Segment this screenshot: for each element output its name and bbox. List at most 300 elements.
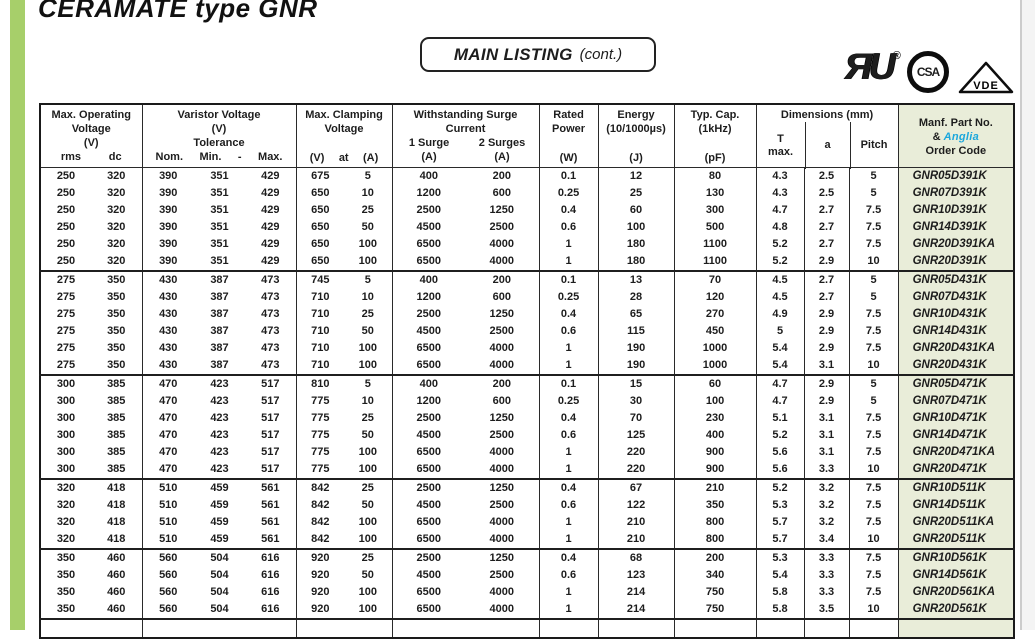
cell-a: 3.1 bbox=[804, 444, 849, 461]
cell-tmax: 4.5 bbox=[756, 289, 804, 306]
cell-cap: 60 bbox=[674, 375, 756, 393]
cell-pitch: 7.5 bbox=[849, 323, 898, 340]
cell-min: 387 bbox=[194, 271, 245, 289]
cell-cap: 750 bbox=[674, 584, 756, 601]
cell-tmax: 5.4 bbox=[756, 567, 804, 584]
cell-rms: 300 bbox=[40, 375, 91, 393]
cell-surge1: 400 bbox=[392, 168, 465, 186]
cell-max: 429 bbox=[261, 170, 280, 182]
cell-dc: 460 bbox=[107, 603, 126, 615]
cell-nom: 470 bbox=[142, 410, 194, 427]
cell-energy: 210 bbox=[598, 514, 674, 531]
cell-clamp-a: 50 bbox=[361, 569, 374, 581]
cell-surge1: 2500 bbox=[392, 202, 465, 219]
cell-nom: 390 bbox=[142, 219, 194, 236]
cell-a: 3.2 bbox=[804, 479, 849, 497]
table-row bbox=[40, 253, 1014, 271]
cell-tmax: 5.6 bbox=[756, 444, 804, 461]
cell-power: 0.4 bbox=[539, 549, 598, 567]
cell-min: 423 bbox=[210, 463, 229, 475]
cell-power: 0.6 bbox=[539, 497, 598, 514]
cell-pitch: 5 bbox=[849, 271, 898, 289]
cell-power: 0.6 bbox=[539, 323, 598, 340]
cell-a: 3.1 bbox=[804, 410, 849, 427]
cell-dc: 385 bbox=[107, 395, 126, 407]
cell-tmax: 4.9 bbox=[756, 306, 804, 323]
cell-energy: 12 bbox=[598, 168, 674, 186]
cell-clipped bbox=[296, 619, 344, 638]
cell-clamp-v: 710 bbox=[296, 340, 344, 357]
cell-dc: 350 bbox=[107, 308, 126, 320]
table-row bbox=[40, 479, 1014, 497]
cell-clamp-v: 710 bbox=[296, 357, 344, 375]
cell-surge2: 1250 bbox=[489, 308, 515, 320]
cell-energy: 180 bbox=[598, 253, 674, 271]
cell-nom: 430 bbox=[142, 323, 194, 340]
cell-part-no: GNR14D471K bbox=[898, 427, 1014, 444]
cell-dc: 418 bbox=[91, 479, 142, 497]
cell-dc: 350 bbox=[107, 342, 126, 354]
cell-a: 2.7 bbox=[804, 289, 849, 306]
cell-clamp-v: 810 bbox=[296, 375, 344, 393]
cell-rms: 275 bbox=[56, 308, 76, 320]
cell-a: 3.2 bbox=[804, 514, 849, 531]
cell-pitch: 7.5 bbox=[849, 410, 898, 427]
cell-min: 459 bbox=[210, 533, 229, 545]
cell-dc: 385 bbox=[91, 375, 142, 393]
cell-surge2: 4000 bbox=[489, 238, 515, 250]
cell-clamp-v: 775 bbox=[296, 427, 344, 444]
cell-clamp-a: 100 bbox=[358, 342, 377, 354]
cell-pitch: 7.5 bbox=[849, 567, 898, 584]
ampersand: & bbox=[932, 130, 941, 143]
header-energy: Energy (10/1000µs) (J) bbox=[598, 104, 674, 168]
cell-clipped bbox=[598, 619, 674, 638]
cell-cap: 80 bbox=[674, 168, 756, 186]
cell-rms: 275 bbox=[40, 271, 91, 289]
table-row-clipped bbox=[40, 619, 1014, 638]
cell-cap: 70 bbox=[674, 271, 756, 289]
cell-surge2: 2500 bbox=[489, 325, 515, 337]
spec-table-body bbox=[40, 168, 1014, 639]
table-row bbox=[40, 236, 1014, 253]
header-max-operating-voltage: Max. Operating Voltage (V) rms dc bbox=[40, 104, 142, 168]
cell-pitch: 10 bbox=[849, 253, 898, 271]
cell-clamp-v: 675 bbox=[296, 168, 344, 186]
table-row bbox=[40, 497, 1014, 514]
subheader-cap-unit: (pF) bbox=[704, 152, 726, 164]
cell-min: 504 bbox=[210, 586, 229, 598]
cell-clamp-v: 775 bbox=[296, 393, 344, 410]
cell-tmax: 4.8 bbox=[756, 219, 804, 236]
header-withstanding-surge: Withstanding Surge Current 1 Surge 2 Surges (A) (A) bbox=[392, 104, 539, 168]
cell-clamp-a: 100 bbox=[358, 533, 377, 545]
cell-min: 459 bbox=[194, 479, 245, 497]
cell-rms: 320 bbox=[56, 533, 76, 545]
cell-tmax: 4.7 bbox=[756, 393, 804, 410]
cell-surge2: 200 bbox=[492, 170, 511, 182]
cell-clamp-a: 100 bbox=[358, 446, 377, 458]
cell-energy: 210 bbox=[598, 531, 674, 549]
cell-clamp-v: 842 bbox=[296, 497, 344, 514]
cell-energy: 65 bbox=[598, 306, 674, 323]
cell-min: 423 bbox=[210, 446, 229, 458]
subheader-dc: dc bbox=[108, 151, 122, 163]
table-row bbox=[40, 427, 1014, 444]
cell-surge1: 2500 bbox=[392, 306, 465, 323]
cell-max: 473 bbox=[261, 359, 280, 371]
cell-part-no: GNR10D511K bbox=[898, 479, 1014, 497]
cell-energy: 15 bbox=[598, 375, 674, 393]
cell-clamp-v: 650 bbox=[296, 236, 344, 253]
cell-max: 517 bbox=[245, 375, 296, 393]
cell-nom: 430 bbox=[142, 340, 194, 357]
cell-nom: 510 bbox=[142, 531, 194, 549]
cell-surge1: 6500 bbox=[392, 584, 465, 601]
cell-pitch: 7.5 bbox=[849, 549, 898, 567]
cell-min: 351 bbox=[210, 255, 229, 267]
subheader-1surge-unit: (A) bbox=[421, 151, 437, 163]
cell-energy: 180 bbox=[598, 236, 674, 253]
cell-min: 351 bbox=[210, 204, 229, 216]
cell-rms: 250 bbox=[56, 187, 76, 199]
cell-surge2: 1250 bbox=[489, 412, 515, 424]
cell-a: 2.7 bbox=[804, 219, 849, 236]
cell-max: 561 bbox=[261, 533, 280, 545]
cell-energy: 100 bbox=[598, 219, 674, 236]
cell-tmax: 5.3 bbox=[756, 549, 804, 567]
cell-energy: 115 bbox=[598, 323, 674, 340]
cell-min: 351 bbox=[210, 170, 229, 182]
page-accent-bar bbox=[10, 0, 25, 630]
cell-pitch: 5 bbox=[849, 185, 898, 202]
cell-a: 2.7 bbox=[804, 236, 849, 253]
cell-cap: 230 bbox=[674, 410, 756, 427]
table-row bbox=[40, 393, 1014, 410]
cell-part-no: GNR20D471K bbox=[898, 461, 1014, 479]
table-row bbox=[40, 271, 1014, 289]
cell-nom: 430 bbox=[142, 306, 194, 323]
cell-rms: 350 bbox=[56, 603, 76, 615]
cell-clipped bbox=[756, 619, 804, 638]
cell-pitch: 5 bbox=[849, 393, 898, 410]
cell-tmax: 4.7 bbox=[756, 375, 804, 393]
subheader-min: Min. bbox=[199, 151, 222, 163]
cell-dc: 350 bbox=[107, 359, 126, 371]
cell-energy: 123 bbox=[598, 567, 674, 584]
cell-power: 0.6 bbox=[539, 427, 598, 444]
cell-clipped bbox=[539, 619, 598, 638]
cell-a: 3.2 bbox=[804, 497, 849, 514]
vde-icon bbox=[957, 60, 1015, 101]
cell-cap: 450 bbox=[674, 323, 756, 340]
cell-clamp-a: 5 bbox=[364, 170, 371, 182]
cell-rms: 275 bbox=[56, 359, 76, 371]
cell-power: 1 bbox=[539, 357, 598, 375]
cell-pitch: 7.5 bbox=[849, 497, 898, 514]
cell-energy: 68 bbox=[598, 549, 674, 567]
cell-cap: 900 bbox=[674, 444, 756, 461]
subheader-pitch: Pitch bbox=[850, 122, 898, 169]
cell-a: 3.3 bbox=[804, 567, 849, 584]
cell-surge1: 4500 bbox=[392, 497, 465, 514]
cell-rms: 300 bbox=[56, 429, 76, 441]
cell-min: 387 bbox=[210, 325, 229, 337]
cell-nom: 470 bbox=[142, 461, 194, 479]
header-row bbox=[40, 104, 1014, 168]
cell-surge1: 4500 bbox=[392, 427, 465, 444]
cell-a: 3.4 bbox=[804, 531, 849, 549]
cell-clipped bbox=[392, 619, 465, 638]
cell-surge1: 6500 bbox=[392, 253, 465, 271]
cell-surge2: 4000 bbox=[489, 533, 515, 545]
cell-energy: 13 bbox=[598, 271, 674, 289]
cell-tmax: 5.2 bbox=[756, 236, 804, 253]
table-row bbox=[40, 306, 1014, 323]
cell-clamp-v: 920 bbox=[296, 601, 344, 619]
cell-min: 351 bbox=[210, 187, 229, 199]
table-row bbox=[40, 357, 1014, 375]
cell-surge2: 2500 bbox=[489, 221, 515, 233]
cell-cap: 1000 bbox=[674, 340, 756, 357]
cell-energy: 60 bbox=[598, 202, 674, 219]
cell-max: 473 bbox=[245, 271, 296, 289]
cell-rms: 350 bbox=[40, 549, 91, 567]
cell-cap: 200 bbox=[674, 549, 756, 567]
cell-clipped bbox=[245, 619, 296, 638]
cell-a: 3.1 bbox=[804, 357, 849, 375]
cell-clamp-a: 100 bbox=[358, 603, 377, 615]
cell-tmax: 5.7 bbox=[756, 514, 804, 531]
cell-surge1: 6500 bbox=[392, 444, 465, 461]
cell-surge1: 1200 bbox=[392, 393, 465, 410]
cell-clamp-a: 10 bbox=[361, 187, 374, 199]
cell-min: 504 bbox=[194, 549, 245, 567]
cell-surge1: 6500 bbox=[392, 531, 465, 549]
cell-surge2: 200 bbox=[465, 271, 539, 289]
cell-pitch: 10 bbox=[849, 601, 898, 619]
cell-pitch: 7.5 bbox=[849, 236, 898, 253]
cell-pitch: 7.5 bbox=[849, 306, 898, 323]
cell-part-no: GNR10D431K bbox=[898, 306, 1014, 323]
cell-pitch: 7.5 bbox=[849, 219, 898, 236]
header-max-clamping-voltage: Max. Clamping Voltage (V) at (A) bbox=[296, 104, 392, 168]
cell-nom: 470 bbox=[142, 427, 194, 444]
cell-power: 1 bbox=[539, 236, 598, 253]
table-row bbox=[40, 410, 1014, 427]
cell-tmax: 5.1 bbox=[756, 410, 804, 427]
cell-clamp-a: 100 bbox=[358, 238, 377, 250]
cell-part-no: GNR05D431K bbox=[898, 271, 1014, 289]
cell-clipped bbox=[674, 619, 756, 638]
cell-max: 517 bbox=[261, 446, 280, 458]
cell-nom: 470 bbox=[142, 444, 194, 461]
cell-tmax: 4.3 bbox=[756, 168, 804, 186]
cell-pitch: 5 bbox=[849, 375, 898, 393]
cell-clamp-v: 710 bbox=[296, 289, 344, 306]
cell-part-no: GNR07D471K bbox=[898, 393, 1014, 410]
cell-surge2: 2500 bbox=[489, 429, 515, 441]
cell-power: 0.25 bbox=[539, 289, 598, 306]
cell-min: 423 bbox=[210, 412, 229, 424]
cell-surge1: 6500 bbox=[392, 236, 465, 253]
cell-clipped bbox=[898, 619, 1014, 638]
cell-pitch: 7.5 bbox=[849, 202, 898, 219]
cell-min: 351 bbox=[210, 238, 229, 250]
subheader-1surge: 1 Surge bbox=[408, 137, 450, 149]
cell-energy: 67 bbox=[598, 479, 674, 497]
cell-rms: 350 bbox=[56, 569, 76, 581]
cell-cap: 270 bbox=[674, 306, 756, 323]
cell-min: 459 bbox=[210, 516, 229, 528]
cell-a: 2.7 bbox=[804, 202, 849, 219]
cell-nom: 510 bbox=[142, 514, 194, 531]
cell-part-no: GNR07D391K bbox=[898, 185, 1014, 202]
cell-clamp-a: 25 bbox=[361, 412, 374, 424]
cell-max: 517 bbox=[261, 429, 280, 441]
subheader-power-unit: (W) bbox=[559, 152, 578, 164]
cell-a: 3.3 bbox=[804, 549, 849, 567]
cell-a: 2.7 bbox=[804, 271, 849, 289]
cell-min: 387 bbox=[210, 291, 229, 303]
banner-cont: (cont.) bbox=[579, 46, 623, 63]
page-right-margin bbox=[1022, 0, 1035, 630]
cell-clamp-a: 5 bbox=[344, 375, 392, 393]
cell-power: 1 bbox=[539, 531, 598, 549]
cell-cap: 1100 bbox=[674, 253, 756, 271]
cell-clamp-a: 50 bbox=[361, 325, 374, 337]
cell-pitch: 7.5 bbox=[849, 427, 898, 444]
cell-part-no: GNR14D561K bbox=[898, 567, 1014, 584]
cell-rms: 250 bbox=[56, 238, 76, 250]
cell-part-no: GNR20D431K bbox=[898, 357, 1014, 375]
cell-rms: 250 bbox=[56, 255, 76, 267]
cell-tmax: 5.7 bbox=[756, 531, 804, 549]
cell-a: 2.9 bbox=[804, 375, 849, 393]
table-row bbox=[40, 323, 1014, 340]
subheader-dash: - bbox=[237, 151, 242, 163]
cell-pitch: 10 bbox=[849, 461, 898, 479]
cell-surge2: 1250 bbox=[465, 479, 539, 497]
cell-surge2: 4000 bbox=[489, 255, 515, 267]
cell-dc: 385 bbox=[107, 412, 126, 424]
cell-clamp-a: 10 bbox=[361, 395, 374, 407]
table-row bbox=[40, 340, 1014, 357]
cell-energy: 190 bbox=[598, 357, 674, 375]
table-row bbox=[40, 185, 1014, 202]
cell-cap: 750 bbox=[674, 601, 756, 619]
subheader-rms: rms bbox=[60, 151, 82, 163]
cell-max: 517 bbox=[261, 463, 280, 475]
cell-pitch: 7.5 bbox=[849, 444, 898, 461]
cell-clamp-v: 775 bbox=[296, 410, 344, 427]
spec-table-container bbox=[39, 103, 1015, 639]
cell-pitch: 7.5 bbox=[849, 584, 898, 601]
cell-dc: 385 bbox=[107, 446, 126, 458]
cell-surge1: 400 bbox=[392, 375, 465, 393]
cell-surge1: 4500 bbox=[392, 219, 465, 236]
cell-dc: 320 bbox=[107, 170, 126, 182]
cell-surge2: 4000 bbox=[489, 586, 515, 598]
cell-clamp-a: 5 bbox=[344, 271, 392, 289]
cell-surge1: 2500 bbox=[392, 479, 465, 497]
cell-dc: 460 bbox=[107, 569, 126, 581]
cell-part-no: GNR05D471K bbox=[898, 375, 1014, 393]
cell-surge2: 1250 bbox=[489, 204, 515, 216]
cell-part-no: GNR10D391K bbox=[898, 202, 1014, 219]
cell-max: 616 bbox=[261, 603, 280, 615]
cell-tmax: 5.6 bbox=[756, 461, 804, 479]
cell-surge1: 2500 bbox=[392, 410, 465, 427]
table-row bbox=[40, 584, 1014, 601]
cell-energy: 220 bbox=[598, 461, 674, 479]
cell-surge1: 6500 bbox=[392, 461, 465, 479]
cell-a: 3.3 bbox=[804, 461, 849, 479]
cell-tmax: 4.5 bbox=[756, 271, 804, 289]
cell-cap: 120 bbox=[674, 289, 756, 306]
cell-part-no: GNR10D561K bbox=[898, 549, 1014, 567]
cell-part-no: GNR20D511K bbox=[898, 531, 1014, 549]
cell-rms: 320 bbox=[40, 479, 91, 497]
table-row bbox=[40, 289, 1014, 306]
cell-clamp-a: 100 bbox=[358, 516, 377, 528]
cell-min: 504 bbox=[210, 603, 229, 615]
cell-nom: 510 bbox=[142, 497, 194, 514]
cell-clipped bbox=[40, 619, 91, 638]
cell-tmax: 5.8 bbox=[756, 601, 804, 619]
cell-max: 561 bbox=[261, 516, 280, 528]
cell-power: 0.25 bbox=[539, 185, 598, 202]
cell-tmax: 5.2 bbox=[756, 427, 804, 444]
cell-tmax: 5 bbox=[756, 323, 804, 340]
cell-clipped bbox=[344, 619, 392, 638]
cell-a: 2.9 bbox=[804, 393, 849, 410]
cell-clamp-a: 25 bbox=[344, 549, 392, 567]
table-row bbox=[40, 219, 1014, 236]
cell-power: 1 bbox=[539, 514, 598, 531]
main-listing-banner bbox=[420, 37, 656, 72]
cell-clamp-v: 920 bbox=[296, 584, 344, 601]
cell-surge2: 4000 bbox=[489, 359, 515, 371]
cell-max: 429 bbox=[261, 187, 280, 199]
cell-part-no: GNR20D391KA bbox=[898, 236, 1014, 253]
subheader-clamp-a: (A) bbox=[363, 152, 379, 164]
cell-max: 616 bbox=[261, 569, 280, 581]
header-rated-power: Rated Power (W) bbox=[539, 104, 598, 168]
cell-energy: 28 bbox=[598, 289, 674, 306]
subheader-2surges-unit: (A) bbox=[494, 151, 510, 163]
cell-surge2: 4000 bbox=[489, 603, 515, 615]
cell-part-no: GNR20D511KA bbox=[898, 514, 1014, 531]
cell-dc: 320 bbox=[107, 221, 126, 233]
cell-clamp-a: 50 bbox=[361, 499, 374, 511]
cell-rms: 275 bbox=[56, 291, 76, 303]
cell-power: 0.4 bbox=[539, 479, 598, 497]
cell-min: 351 bbox=[210, 221, 229, 233]
cell-clamp-v: 920 bbox=[296, 549, 344, 567]
cell-a: 2.5 bbox=[804, 168, 849, 186]
cell-max: 517 bbox=[261, 395, 280, 407]
cell-pitch: 10 bbox=[849, 531, 898, 549]
cell-rms: 250 bbox=[56, 204, 76, 216]
cell-power: 0.6 bbox=[539, 219, 598, 236]
cell-cap: 210 bbox=[674, 479, 756, 497]
cell-cap: 340 bbox=[674, 567, 756, 584]
cell-min: 387 bbox=[210, 342, 229, 354]
cell-pitch: 10 bbox=[849, 357, 898, 375]
table-row bbox=[40, 461, 1014, 479]
cell-clamp-a: 25 bbox=[344, 479, 392, 497]
